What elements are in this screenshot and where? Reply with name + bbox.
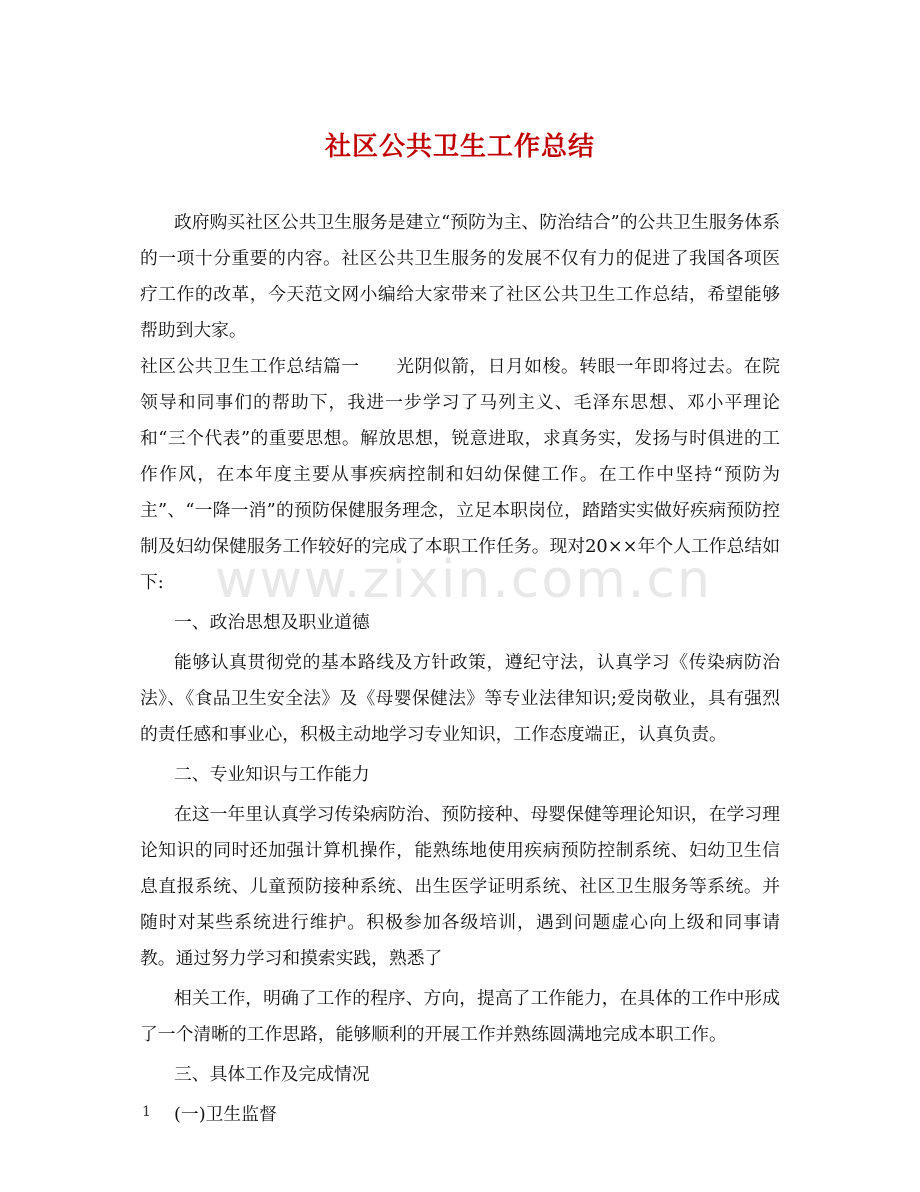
section-heading: 二、专业知识与工作能力 [174, 764, 370, 785]
document-title: 社区公共卫生工作总结 [324, 132, 595, 162]
intro-paragraph: 政府购买社区公共卫生服务是建立“预防为主、防治结合”的公共卫生服务体系的一项十分重要的内容。社区公共卫生服务的发展不仅有力的促进了我国各项医疗工作的改革，今天范文网小编给大家带来了社区公共卫生工作总结，希望能够帮助到大家。 [140, 212, 780, 341]
page-number: 1 [142, 1104, 151, 1120]
watermark: www.zixin.com.cn [215, 550, 712, 610]
document-body [140, 205, 780, 1133]
body-paragraph: 社区公共卫生工作总结篇一 光阴似箭，日月如梭。转眼一年即将过去。在院领导和同事们的帮助下，我进一步学习了马列主义、毛泽东思想、邓小平理论和“三个代表”的重要思想。解放思想，锐意进取，求真务实，发扬与时俱进的工作作风，在本年度主要从事疾病控制和妇幼保健工作。在工作中坚持“预防为主”、“一降一消”的预防保健服务理念，立足本职岗位，踏踏实实做好疾病预防控制及妇幼保健服务工作较好的完成了本职工作任务。现对20××年个人工作总结如下: [140, 356, 780, 593]
body-paragraph: 能够认真贯彻党的基本路线及方针政策，遵纪守法，认真学习《传染病防治法》、《食品卫生安全法》及《母婴保健法》等专业法律知识;爱岗敬业，具有强烈的责任感和事业心，积极主动地学习专业知识，工作态度端正，认真负责。 [140, 652, 780, 745]
subsection-heading: (一)卫生监督 [174, 1104, 277, 1125]
body-paragraph: 相关工作，明确了工作的程序、方向，提高了工作能力，在具体的工作中形成了一个清晰的工作思路，能够顺利的开展工作并熟练圆满地完成本职工作。 [140, 988, 780, 1045]
section-heading: 一、政治思想及职业道德 [174, 612, 370, 633]
body-paragraph: 在这一年里认真学习传染病防治、预防接种、母婴保健等理论知识，在学习理论知识的同时还加强计算机操作，能熟练地使用疾病预防控制系统、妇幼卫生信息直报系统、儿童预防接种系统、出生医学证明系统、社区卫生服务等系统。并随时对某些系统进行维护。积极参加各级培训，遇到问题虚心向上级和同事请教。通过努力学习和摸索实践，熟悉了 [140, 804, 780, 969]
section-heading: 三、具体工作及完成情况 [174, 1064, 370, 1085]
